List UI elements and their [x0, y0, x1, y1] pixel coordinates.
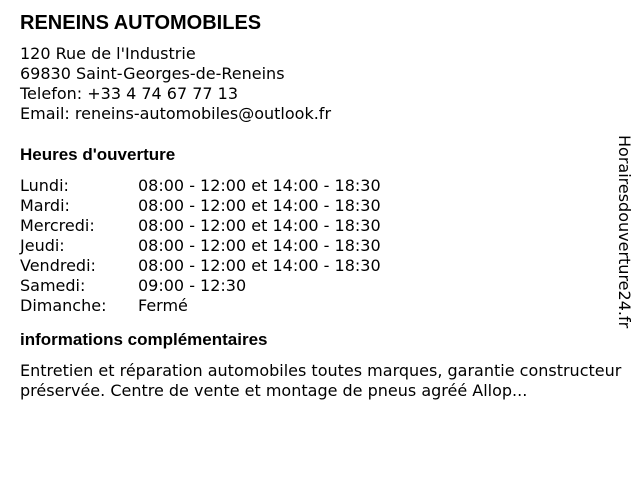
- email-line: Email: reneins-automobiles@outlook.fr: [20, 104, 332, 123]
- hours-row-tuesday: [20, 196, 624, 216]
- hours-time: 09:00 - 12:30: [138, 276, 247, 295]
- hours-day: Mercredi:: [20, 216, 95, 235]
- hours-row-sunday: [20, 296, 624, 316]
- hours-row-saturday: [20, 276, 624, 296]
- hours-day: Samedi:: [20, 276, 86, 295]
- hours-row-monday: [20, 176, 624, 196]
- business-card: [20, 11, 624, 401]
- site-watermark: Horairesdouverture24.fr: [615, 135, 634, 329]
- hours-time: 08:00 - 12:00 et 14:00 - 18:30: [138, 256, 381, 275]
- hours-day: Mardi:: [20, 196, 70, 215]
- hours-row-thursday: [20, 236, 624, 256]
- hours-time: 08:00 - 12:00 et 14:00 - 18:30: [138, 176, 381, 195]
- hours-day: Dimanche:: [20, 296, 107, 315]
- hours-row-wednesday: [20, 216, 624, 236]
- business-name: RENEINS AUTOMOBILES: [20, 12, 262, 34]
- hours-day: Jeudi:: [20, 236, 65, 255]
- hours-day: Vendredi:: [20, 256, 96, 275]
- additional-info-text: Entretien et réparation automobiles toutes marques, garantie constructeur préservée. Centre de vente et montage de pneus agréé Allop...: [20, 361, 622, 400]
- hours-day: Lundi:: [20, 176, 69, 195]
- hours-time: Fermé: [138, 296, 188, 315]
- opening-hours-heading: Heures d'ouverture: [20, 145, 176, 164]
- additional-info-heading: informations complémentaires: [20, 330, 268, 349]
- address-street: 120 Rue de l'Industrie: [20, 44, 196, 63]
- address-city: 69830 Saint-Georges-de-Reneins: [20, 64, 285, 83]
- hours-time: 08:00 - 12:00 et 14:00 - 18:30: [138, 196, 381, 215]
- hours-time: 08:00 - 12:00 et 14:00 - 18:30: [138, 216, 381, 235]
- hours-row-friday: [20, 256, 624, 276]
- phone-line: Telefon: +33 4 74 67 77 13: [20, 84, 239, 103]
- opening-hours-table: [20, 176, 624, 316]
- hours-time: 08:00 - 12:00 et 14:00 - 18:30: [138, 236, 381, 255]
